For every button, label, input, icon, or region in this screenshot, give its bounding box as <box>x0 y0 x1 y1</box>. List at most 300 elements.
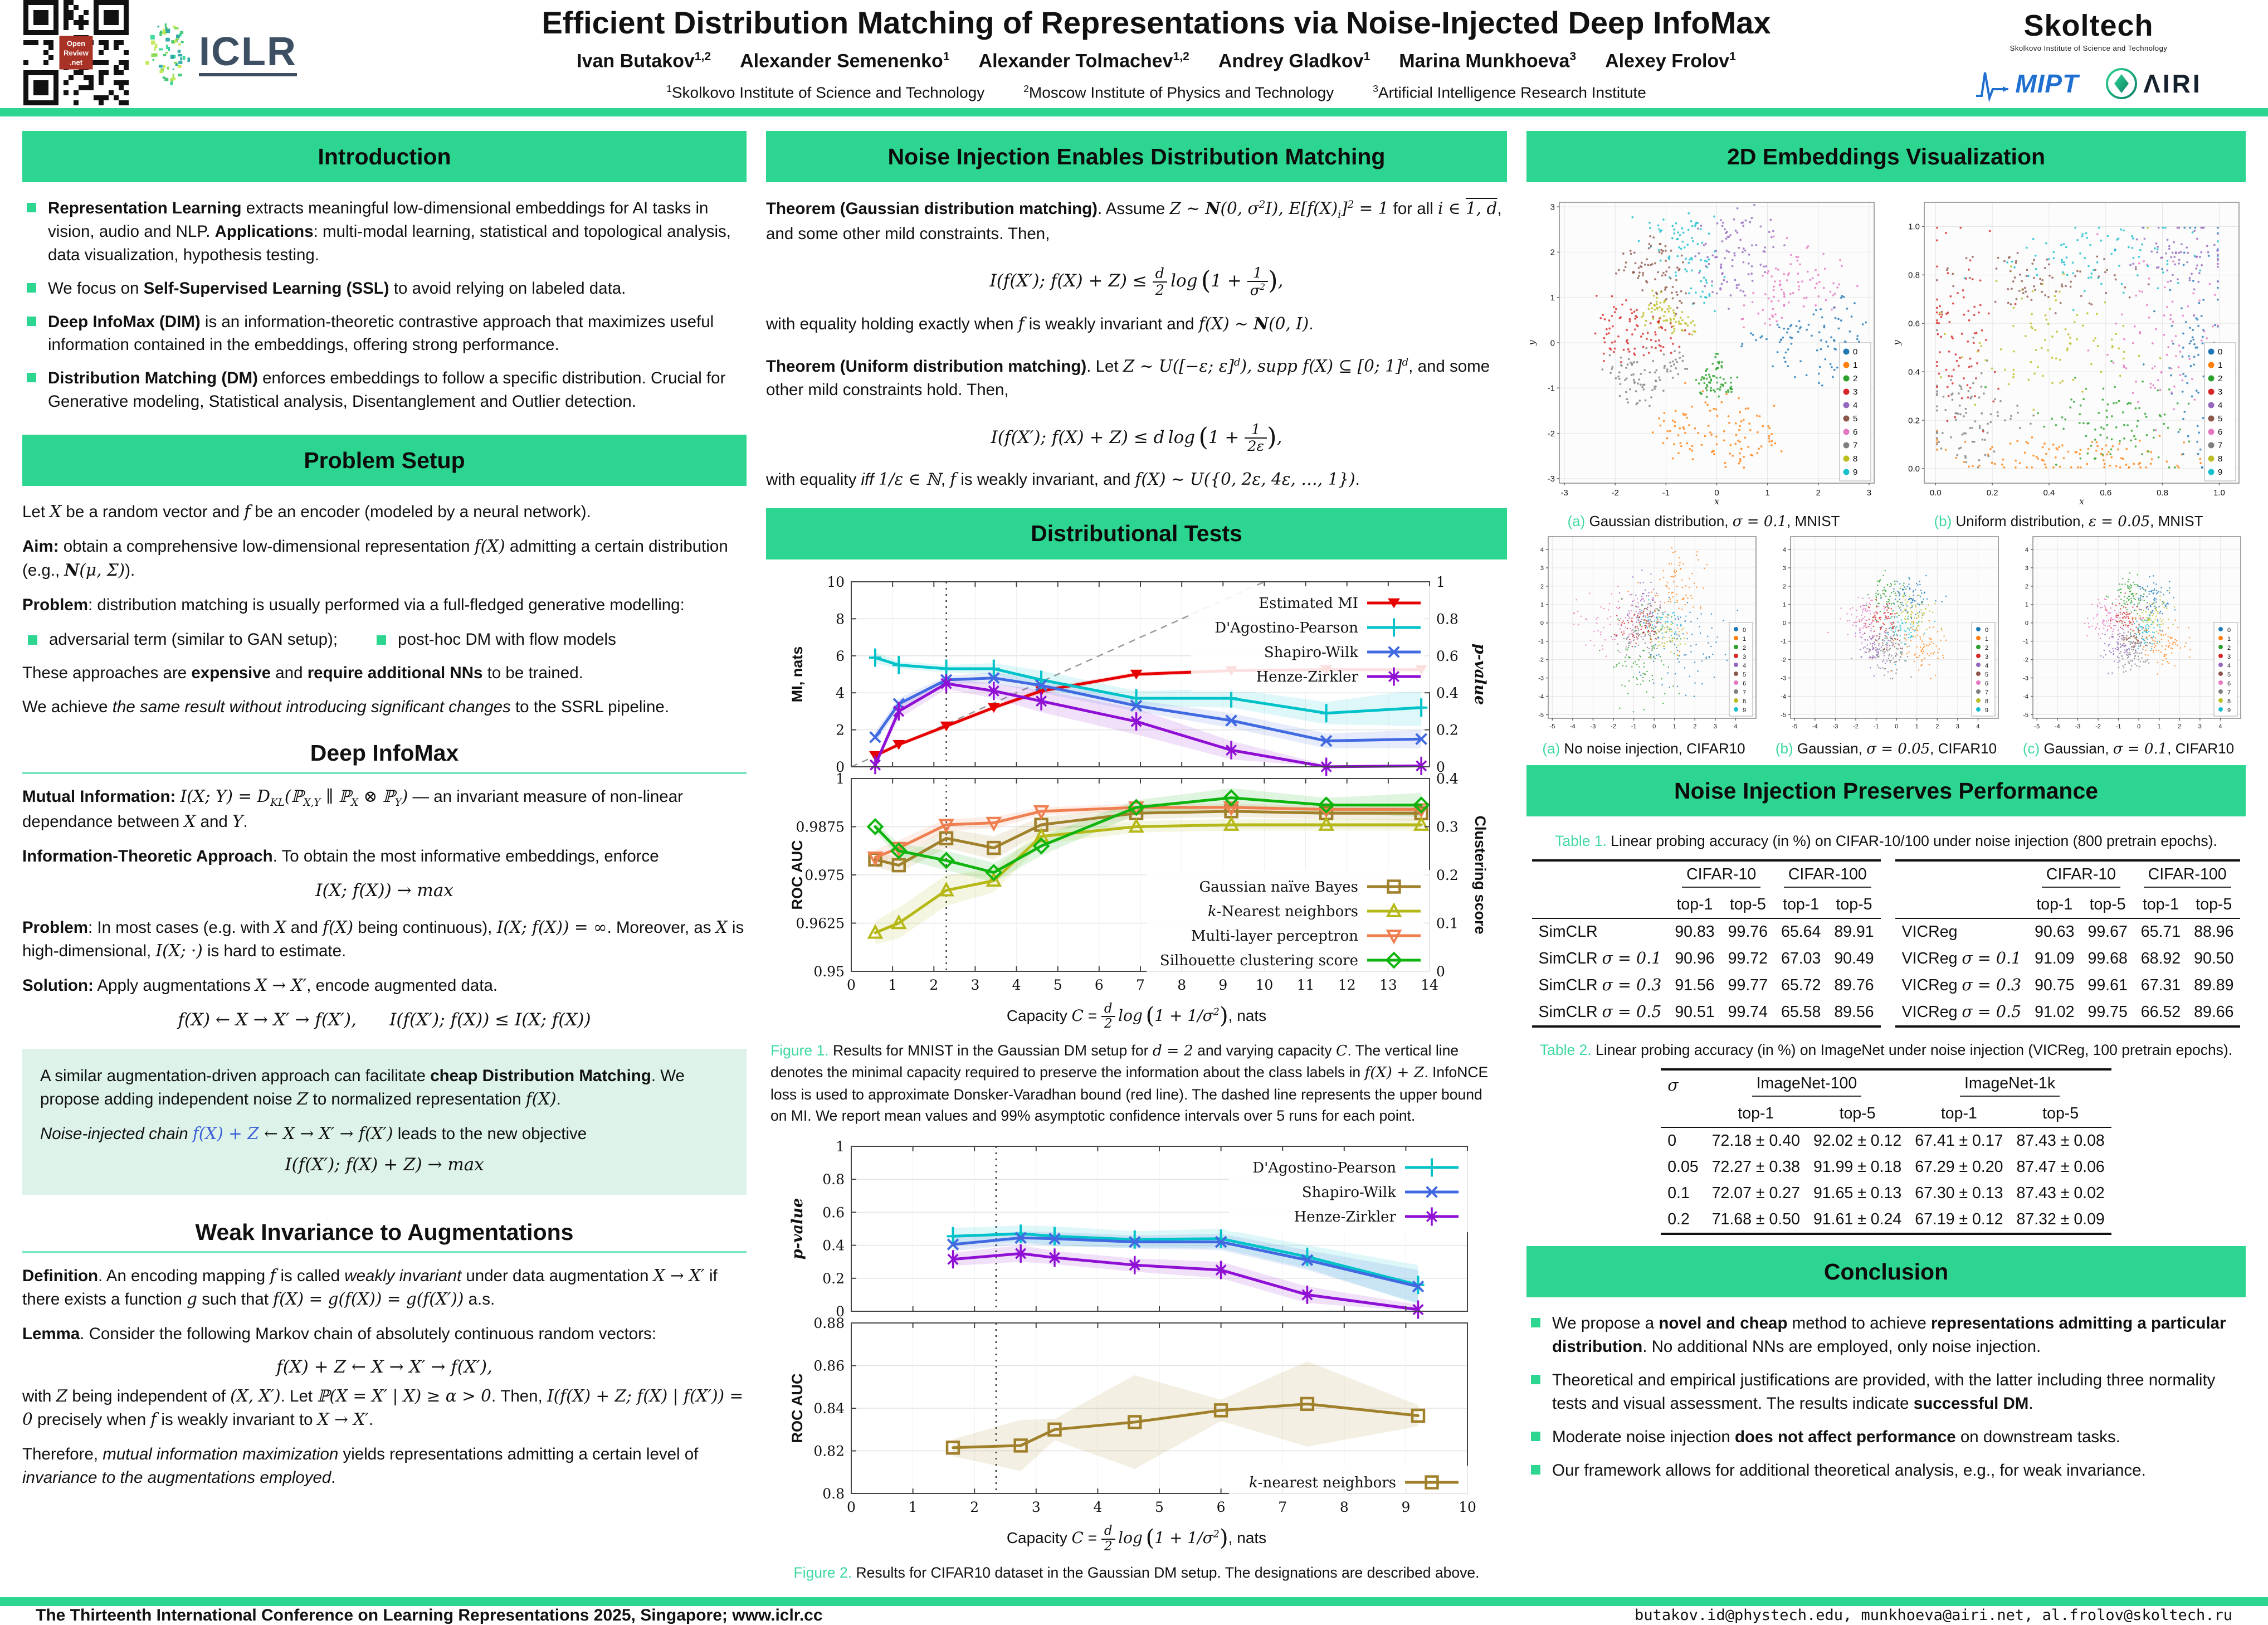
svg-text:4: 4 <box>1985 663 1989 669</box>
svg-text:5: 5 <box>1155 1499 1164 1516</box>
svg-text:3: 3 <box>1743 654 1747 660</box>
svg-text:-5: -5 <box>1781 712 1786 719</box>
svg-text:3: 3 <box>1540 565 1544 572</box>
svg-text:6: 6 <box>2217 427 2222 437</box>
svg-text:3: 3 <box>1782 565 1786 572</box>
figure2-caption: Figure 2. Results for CIFAR10 dataset in the Gaussian DM setup. The designations are described above. <box>793 1564 1480 1582</box>
svg-text:0.86: 0.86 <box>813 1358 845 1374</box>
weak-formula-chain: f(X) + Z ← X → X′ → f(X′), <box>276 1356 492 1377</box>
svg-text:-2: -2 <box>1611 488 1619 498</box>
header <box>0 0 2268 108</box>
svg-text:4: 4 <box>2217 401 2222 410</box>
svg-text:0.975: 0.975 <box>804 867 845 883</box>
figure1-rocauc-clustering-chart <box>786 770 1489 1001</box>
svg-text:0: 0 <box>836 758 845 775</box>
svg-text:5: 5 <box>1985 672 1989 678</box>
svg-text:3: 3 <box>2025 565 2028 572</box>
svg-text:0.8: 0.8 <box>822 1486 845 1502</box>
svg-text:-2: -2 <box>1538 656 1544 664</box>
svg-text:7: 7 <box>1852 441 1857 450</box>
section-header-distributional-tests: Distributional Tests <box>766 508 1507 559</box>
svg-text:8: 8 <box>1852 454 1857 464</box>
svg-text:2: 2 <box>2025 583 2028 590</box>
embedding-plot-cifar-g005 <box>1769 532 2003 757</box>
svg-text:0.6: 0.6 <box>1436 648 1459 664</box>
problem-bullet-adversarial: adversarial term (similar to GAN setup); <box>28 630 338 649</box>
svg-text:8: 8 <box>2217 454 2222 464</box>
header-center <box>397 6 1916 101</box>
table2-caption: Table 2. Linear probing accuracy (in %) on ImageNet under noise injection (VICReg, 100 pretrain epochs). <box>1539 1042 2233 1059</box>
svg-text:Shapiro-Wilk: Shapiro-Wilk <box>1301 1184 1396 1201</box>
table-row: VICReg 90.63 99.67 65.71 88.96 <box>1901 923 2234 941</box>
svg-text:MI, nats: MI, nats <box>789 646 806 703</box>
figure1-x-axis-label: Capacity C = $\frac{d}{2}$ $\log (1 + 1/\sigma^2)$, nats <box>1006 1001 1267 1032</box>
svg-text:0.4: 0.4 <box>1436 770 1459 787</box>
figure1-caption: Figure 1. Results for MNIST in the Gaussian DM setup for d = 2 and varying capacity C. The vertical line denotes the minimal capacity required to preserve the information about the class labels in f(X) + Z. InfoNCE loss is used to approximate Donsker-Varadhan bound (red line). The dashed line represents the upper bound on MI. We report mean values and 99% asymptotic confidence intervals over 5 runs for each point. <box>770 1042 1489 1124</box>
theorem-gaussian: Theorem (Gaussian distribution matching). Assume Z ∼ N(0, $\sigma^2I$), $E[f(X)_i]^2 = 1$ for all i ∈ 1, d, and some other mild constraints. Then, <box>766 198 1502 243</box>
svg-text:p-value: p-value <box>1471 643 1489 706</box>
bullet-square-icon <box>27 203 36 212</box>
svg-text:8: 8 <box>1985 698 1989 705</box>
svg-text:1: 1 <box>1782 601 1786 609</box>
svg-text:0.8: 0.8 <box>1908 270 1920 280</box>
dim-mutual-information: Mutual Information: I(X; $Y) = D_{KL}(ℙ_{X,Y}$ ∥ ℙ$_X$ ⊗ ℙ$_Y$) — an invariant measure of non-linear dependance between X and Y. <box>22 787 683 831</box>
svg-text:4: 4 <box>1743 663 1747 669</box>
svg-text:0.2: 0.2 <box>1436 867 1459 883</box>
svg-text:0.2: 0.2 <box>822 1271 845 1287</box>
svg-text:0.8: 0.8 <box>2156 488 2168 498</box>
partner-logos-row <box>1975 67 2202 100</box>
data-table: CIFAR-10 CIFAR-100 top-1 top-5 top-1 top-5 VICReg 90.63 99.67 65.71 88.96 VICReg σ = 0.1 91.09 99.68 68.92 90.50 VICReg σ = 0.3 90.75 99.61 67.31 89.89 VICReg σ = 0.5 91.02 99.75 66.52 89.66 <box>1895 859 2241 1028</box>
svg-text:-1: -1 <box>1547 383 1555 393</box>
iclr-logo-dots-icon <box>148 17 196 92</box>
svg-text:Multi-layer perceptron: Multi-layer perceptron <box>1191 927 1358 945</box>
svg-text:2: 2 <box>1540 583 1544 590</box>
svg-text:-4: -4 <box>1781 693 1786 700</box>
svg-text:0: 0 <box>1436 758 1445 775</box>
svg-text:4: 4 <box>1012 976 1021 993</box>
mipt-logo <box>1975 67 2079 100</box>
svg-text:0: 0 <box>2025 620 2028 627</box>
svg-text:1: 1 <box>888 976 898 993</box>
svg-text:2: 2 <box>1816 488 1821 498</box>
svg-text:4: 4 <box>1782 546 1786 553</box>
svg-text:2: 2 <box>1782 583 1786 590</box>
mipt-pulse-icon <box>1975 67 2011 100</box>
bullet-square-icon <box>377 635 386 645</box>
left-column <box>22 131 747 1597</box>
author-name: Alexander Semenenko$^1$ <box>740 50 950 72</box>
svg-text:-1: -1 <box>1662 488 1670 498</box>
bullet-square-icon <box>1531 1465 1540 1475</box>
dim-formula-infomax: I(X; f(X)) → max <box>315 880 453 901</box>
footer-conference-text: The Thirteenth International Conference on Learning Representations 2025, Singapore; www.iclr.cc <box>36 1605 823 1624</box>
list-item: Moderate noise injection does not affect performance on downstream tasks. <box>1526 1425 2246 1449</box>
svg-text:-1: -1 <box>1781 638 1786 645</box>
svg-text:D'Agostino-Pearson: D'Agostino-Pearson <box>1215 619 1358 636</box>
poster-title: Efficient Distribution Matching of Representations via Noise-Injected Deep InfoMax <box>542 5 1771 41</box>
svg-text:-5: -5 <box>1549 723 1555 730</box>
svg-text:9: 9 <box>1743 707 1747 714</box>
svg-text:4: 4 <box>1540 546 1544 553</box>
figure2-pvalue-chart <box>786 1140 1487 1320</box>
scatter-gaussian-mnist <box>1527 197 1881 509</box>
mipt-logo-text: MIPT <box>2015 69 2079 98</box>
svg-text:3: 3 <box>1713 723 1717 730</box>
svg-text:9: 9 <box>2227 707 2231 714</box>
svg-text:-3: -3 <box>1560 488 1568 498</box>
subsection-rule <box>22 772 747 774</box>
svg-text:6: 6 <box>1852 427 1857 437</box>
svg-text:9: 9 <box>1852 468 1857 477</box>
author-name: Marina Munkhoeva$^3$ <box>1399 50 1577 72</box>
svg-text:0: 0 <box>847 1499 856 1516</box>
section-header-introduction: Introduction <box>22 131 747 182</box>
svg-text:-5: -5 <box>2023 712 2028 719</box>
problem-bullet-posthoc: post-hoc DM with flow models <box>377 630 616 649</box>
iclr-website-link[interactable]: www.iclr.cc <box>732 1605 823 1624</box>
problem-paragraph-expensive: These approaches are expensive and require additional NNs to be trained. <box>22 663 583 682</box>
svg-text:-5: -5 <box>1792 723 1798 730</box>
mnist-embeddings-row <box>1526 197 2246 530</box>
section-header-problem-setup: Problem Setup <box>22 435 747 486</box>
dim-information-theoretic: Information-Theoretic Approach. To obtain the most informative embeddings, enforce <box>22 846 659 865</box>
svg-text:y: y <box>1891 340 1902 346</box>
svg-text:1: 1 <box>1540 601 1544 609</box>
theorem-gaussian-formula: I(f(X′); f(X) + Z) ≤ $\frac{d}{2}$ log (1 + $\frac{1}{\sigma^2}$ ), <box>989 264 1284 299</box>
svg-text:0: 0 <box>2137 723 2141 730</box>
svg-text:-3: -3 <box>2023 675 2028 682</box>
section-header-2d-embeddings: 2D Embeddings Visualization <box>1526 131 2246 182</box>
svg-text:-1: -1 <box>1873 723 1879 730</box>
caption-cifar-gaussian-01: (c) Gaussian, σ = 0.1, CIFAR10 <box>2022 740 2235 757</box>
scatter-cifar-no-noise <box>1527 532 1760 737</box>
svg-text:1: 1 <box>836 1139 845 1155</box>
svg-text:1.0: 1.0 <box>1908 222 1920 232</box>
skoltech-logo-subtitle: Skolkovo Institute of Science and Technology <box>2010 43 2168 52</box>
middle-column <box>766 131 1507 1597</box>
svg-text:2: 2 <box>1693 723 1697 730</box>
svg-text:6: 6 <box>836 648 845 664</box>
svg-text:4: 4 <box>836 685 845 702</box>
svg-text:2: 2 <box>1935 723 1939 730</box>
data-table: σ ImageNet-100 ImageNet-1k top-1 top-5 top-1 top-5 0 72.18 ± 0.40 92.02 ± 0.12 67.41 ± 0.17 87.43 ± 0.08 0.05 72.27 ± 0.38 91.99 ± 0.18 67.29 ± 0.20 87.47 ± 0.06 0.1 72.07 ± 0.27 91.65 ± 0.13 67.30 ± 0.13 87.43 ± 0.02 0.2 71.68 ± 0.50 91.61 ± 0.24 67.19 ± 0.12 87.32 ± 0.09 <box>1661 1068 2111 1235</box>
svg-text:Estimated MI: Estimated MI <box>1259 595 1358 612</box>
svg-text:10: 10 <box>827 573 845 590</box>
svg-text:Clustering score: Clustering score <box>1472 815 1489 935</box>
svg-text:5: 5 <box>2227 672 2231 678</box>
svg-text:7: 7 <box>2227 689 2231 696</box>
affiliation: $^2$Moscow Institute of Physics and Technology <box>1023 83 1334 101</box>
openreview-qr-code <box>23 0 129 108</box>
svg-text:1: 1 <box>1985 636 1989 643</box>
table-row: SimCLR σ = 0.1 90.96 99.72 67.03 90.49 <box>1538 949 1874 968</box>
svg-text:8: 8 <box>836 611 845 627</box>
footer-emails[interactable]: butakov.id@phystech.edu, munkhoeva@airi.net, al.frolov@skoltech.ru <box>1635 1607 2232 1624</box>
svg-text:0: 0 <box>1550 338 1555 348</box>
subsection-header-deep-infomax: Deep InfoMax <box>310 740 459 766</box>
introduction-bullet-list <box>22 197 747 424</box>
svg-text:6: 6 <box>1216 1499 1226 1516</box>
svg-text:0.4: 0.4 <box>1436 685 1459 702</box>
svg-text:3: 3 <box>1866 488 1871 498</box>
svg-text:5: 5 <box>2217 414 2222 424</box>
svg-text:7: 7 <box>1136 976 1145 993</box>
caption-cifar-gaussian-005: (b) Gaussian, σ = 0.05, CIFAR10 <box>1775 740 1997 757</box>
svg-text:-1: -1 <box>2023 638 2028 645</box>
bullet-square-icon <box>1531 1375 1540 1384</box>
svg-text:-1: -1 <box>2115 723 2121 730</box>
svg-text:3: 3 <box>2227 654 2231 660</box>
highlight-box-cheap-dm <box>22 1049 747 1195</box>
svg-text:1: 1 <box>1550 293 1555 303</box>
svg-text:4: 4 <box>2227 663 2231 669</box>
svg-text:k-Nearest neighbors: k-Nearest neighbors <box>1208 903 1358 920</box>
table-row: VICReg σ = 0.3 90.75 99.61 67.31 89.89 <box>1901 976 2234 995</box>
svg-text:8: 8 <box>1743 698 1747 705</box>
svg-text:.net: .net <box>69 58 83 67</box>
bullet-square-icon <box>27 373 36 382</box>
table1-vicreg <box>1895 859 2241 1028</box>
svg-text:11: 11 <box>1296 976 1315 993</box>
svg-text:1.0: 1.0 <box>2213 488 2225 498</box>
iclr-logo-text: ICLR <box>199 32 297 76</box>
table2-container <box>1526 1068 2246 1235</box>
svg-text:4: 4 <box>2025 546 2028 553</box>
dim-problem: Problem: In most cases (e.g. with X and f(X) being continuous), I(X; f(X)) = ∞. Moreover, as X is high-dimensional, I(X; ·) is hard to estimate. <box>22 918 744 961</box>
theorem-uniform-equality: with equality iff 1/ε ∈ ℕ, f is weakly invariant, and f(X) ∼ U({0, 2ε, 4ε, …, 1}). <box>766 469 1360 489</box>
figure2-rocauc-chart <box>786 1315 1487 1523</box>
weak-lemma-continued: with Z being independent of (X, X′). Let ℙ(X = X′ | X) ≥ α > 0. Then, I(f(X) + Z; f(X) | f(X′)) = 0 precisely when f is weakly invariant to X → X′. <box>22 1386 744 1429</box>
svg-text:3: 3 <box>2217 387 2222 397</box>
svg-text:5: 5 <box>1053 976 1062 993</box>
svg-text:10: 10 <box>1459 1499 1476 1516</box>
problem-paragraph-problem: Problem: distribution matching is usually performed via a full-fledged generative modelling: <box>22 595 685 614</box>
embedding-plot-gaussian-mnist <box>1527 197 1881 530</box>
embedding-plot-cifar-g01 <box>2012 532 2245 757</box>
theorem-uniform-formula: I(f(X′); f(X) + Z) ≤ d log (1 + $\frac{1}{2\varepsilon}$ ), <box>991 421 1282 455</box>
svg-text:0: 0 <box>1652 723 1656 730</box>
list-item: We focus on Self-Supervised Learning (SSL) to avoid relying on labeled data. <box>22 277 747 300</box>
svg-text:0.88: 0.88 <box>813 1315 845 1332</box>
airi-logo-text: ΛIRI <box>2143 69 2202 98</box>
author-name: Alexey Frolov$^1$ <box>1605 50 1736 72</box>
figure1-mi-pvalue-chart <box>786 574 1487 775</box>
svg-text:-4: -4 <box>1569 723 1576 730</box>
affiliations-row <box>397 83 1916 101</box>
svg-text:2: 2 <box>2217 374 2222 383</box>
svg-text:Review: Review <box>64 48 89 57</box>
problem-paragraph-1: Let X be a random vector and f be an encoder (modeled by a neural network). <box>22 502 591 521</box>
svg-text:0.9875: 0.9875 <box>796 819 845 835</box>
table-row: VICReg σ = 0.1 91.09 99.68 68.92 90.50 <box>1901 949 2234 968</box>
table2-imagenet <box>1661 1068 2111 1235</box>
table-row: VICReg σ = 0.5 91.02 99.75 66.52 89.66 <box>1901 1003 2234 1021</box>
svg-text:x: x <box>1714 496 1719 507</box>
svg-text:-2: -2 <box>1781 656 1786 664</box>
svg-text:-5: -5 <box>1538 712 1544 719</box>
author-name: Alexander Tolmachev$^{1,2}$ <box>978 50 1189 72</box>
skoltech-logo <box>2010 8 2168 52</box>
svg-text:2: 2 <box>970 1499 979 1516</box>
svg-text:Henze-Zirkler: Henze-Zirkler <box>1256 668 1358 685</box>
bullet-square-icon <box>1531 1318 1540 1327</box>
problem-paragraph-aim: Aim: obtain a comprehensive low-dimensional representation f(X) admitting a certain distribution (e.g., N(μ, Σ)). <box>22 536 728 580</box>
svg-text:0.6: 0.6 <box>822 1204 845 1221</box>
svg-text:0.8: 0.8 <box>822 1171 845 1188</box>
highlight-paragraph-1: A similar augmentation-driven approach can facilitate cheap Distribution Matching. We propose adding independent noise Z to normalized representation f(X). <box>40 1067 685 1108</box>
header-left-logos <box>23 0 380 108</box>
svg-text:-3: -3 <box>1832 723 1838 730</box>
svg-text:6: 6 <box>1743 680 1747 687</box>
table-row: SimCLR σ = 0.3 91.56 99.77 65.72 89.76 <box>1538 976 1874 995</box>
svg-text:Open: Open <box>66 39 86 48</box>
svg-text:5: 5 <box>1743 672 1747 678</box>
svg-text:0: 0 <box>1782 620 1786 627</box>
svg-text:2: 2 <box>1743 645 1747 651</box>
svg-text:Gaussian naïve Bayes: Gaussian naïve Bayes <box>1199 878 1358 896</box>
svg-text:0: 0 <box>836 1303 845 1320</box>
airi-diamond-icon <box>2105 67 2138 100</box>
svg-text:-4: -4 <box>1812 723 1818 730</box>
figure2-x-axis-label: Capacity C = $\frac{d}{2}$ $\log (1 + 1/\sigma^2)$, nats <box>1006 1524 1267 1554</box>
header-divider <box>0 108 2268 116</box>
skoltech-logo-text: Skoltech <box>2023 8 2154 42</box>
svg-text:p-value: p-value <box>789 1198 806 1260</box>
svg-text:2: 2 <box>1550 247 1555 257</box>
svg-text:-3: -3 <box>1538 675 1544 682</box>
svg-text:-5: -5 <box>2034 723 2040 730</box>
table1-container <box>1526 859 2246 1028</box>
section-header-noise-injection-dm: Noise Injection Enables Distribution Matching <box>766 131 1507 182</box>
svg-text:3: 3 <box>1955 723 1959 730</box>
problem-paragraph-achieve: We achieve the same result without introducing significant changes to the SSRL pipeline. <box>22 698 670 717</box>
list-item: Our framework allows for additional theoretical analysis, e.g., for weak invariance. <box>1526 1459 2246 1482</box>
table-row: 0 72.18 ± 0.40 92.02 ± 0.12 67.41 ± 0.17 87.43 ± 0.08 <box>1667 1132 2105 1150</box>
svg-text:1: 1 <box>2217 361 2222 370</box>
header-right-logos <box>1933 8 2245 100</box>
svg-text:1: 1 <box>908 1499 918 1516</box>
svg-text:-4: -4 <box>2054 723 2060 730</box>
problem-approach-bullets <box>28 630 747 649</box>
svg-text:1: 1 <box>2157 723 2161 730</box>
svg-text:12: 12 <box>1338 976 1356 993</box>
section-header-conclusion: Conclusion <box>1526 1246 2246 1297</box>
svg-text:0.1: 0.1 <box>1436 915 1459 932</box>
svg-text:0.4: 0.4 <box>1908 367 1920 377</box>
svg-text:3: 3 <box>1985 654 1989 660</box>
svg-text:8: 8 <box>1177 976 1187 993</box>
svg-text:0: 0 <box>1743 627 1747 634</box>
svg-text:y: y <box>1526 340 1537 346</box>
svg-text:6: 6 <box>1985 680 1989 687</box>
svg-text:3: 3 <box>2198 723 2202 730</box>
svg-text:9: 9 <box>1218 976 1228 993</box>
svg-text:7: 7 <box>1278 1499 1287 1516</box>
svg-text:0: 0 <box>1852 347 1857 357</box>
bullet-square-icon <box>27 283 36 293</box>
svg-text:1: 1 <box>1915 723 1919 730</box>
embedding-plot-uniform-mnist <box>1892 197 2246 530</box>
svg-text:-1: -1 <box>1538 638 1544 645</box>
svg-text:1: 1 <box>2227 636 2231 643</box>
svg-text:D'Agostino-Pearson: D'Agostino-Pearson <box>1252 1160 1396 1177</box>
bullet-square-icon <box>28 635 37 645</box>
svg-text:8: 8 <box>1339 1499 1349 1516</box>
bullet-square-icon <box>27 317 36 326</box>
svg-text:3: 3 <box>1852 387 1857 397</box>
svg-text:0.95: 0.95 <box>813 963 845 980</box>
svg-text:8: 8 <box>2227 698 2231 705</box>
svg-text:9: 9 <box>1985 707 1989 714</box>
svg-text:0: 0 <box>1436 963 1445 980</box>
svg-text:7: 7 <box>1985 689 1989 696</box>
svg-text:0.8: 0.8 <box>1436 611 1459 627</box>
svg-text:0.3: 0.3 <box>1436 819 1459 835</box>
svg-text:-2: -2 <box>1547 429 1555 439</box>
svg-text:6: 6 <box>2227 680 2231 687</box>
caption-uniform-mnist: (b) Uniform distribution, ε = 0.05, MNIST <box>1934 513 2203 530</box>
svg-text:0.4: 0.4 <box>2043 488 2055 498</box>
svg-text:Silhouette clustering score: Silhouette clustering score <box>1159 952 1358 969</box>
svg-text:1: 1 <box>1852 361 1857 370</box>
weak-conclusion: Therefore, mutual information maximization yields representations admitting a certain level of invariance to the augmentations employed. <box>22 1444 699 1487</box>
svg-text:-2: -2 <box>2095 723 2101 730</box>
weak-lemma: Lemma. Consider the following Markov chain of absolutely continuous random vectors: <box>22 1324 656 1343</box>
svg-text:ROC AUC: ROC AUC <box>789 840 806 910</box>
svg-text:ROC AUC: ROC AUC <box>789 1373 806 1443</box>
svg-text:0: 0 <box>1540 620 1544 627</box>
svg-text:2: 2 <box>1852 374 1857 383</box>
svg-text:14: 14 <box>1421 976 1438 993</box>
cifar-embeddings-row <box>1526 532 2246 757</box>
list-item: We propose a novel and cheap method to achieve representations admitting a particular distribution. No additional NNs are employed, only noise injection. <box>1526 1312 2246 1359</box>
affiliation: $^3$Artificial Intelligence Research Institute <box>1373 83 1646 101</box>
table-row: 0.05 72.27 ± 0.38 91.99 ± 0.18 67.29 ± 0.20 87.47 ± 0.06 <box>1667 1158 2105 1176</box>
table-row: SimCLR σ = 0.5 90.51 99.74 65.58 89.56 <box>1538 1003 1874 1021</box>
svg-text:1: 1 <box>1672 723 1676 730</box>
svg-text:k-nearest neighbors: k-nearest neighbors <box>1249 1475 1396 1492</box>
svg-text:5: 5 <box>1852 414 1857 424</box>
author-name: Andrey Gladkov$^1$ <box>1218 50 1370 72</box>
svg-text:0.84: 0.84 <box>813 1400 845 1417</box>
svg-text:4: 4 <box>1093 1499 1103 1516</box>
subsection-header-weak-invariance: Weak Invariance to Augmentations <box>195 1219 574 1245</box>
svg-text:-2: -2 <box>1853 723 1859 730</box>
scatter-uniform-mnist <box>1892 197 2246 509</box>
svg-text:-4: -4 <box>2023 693 2028 700</box>
svg-text:0.4: 0.4 <box>822 1237 845 1254</box>
svg-text:1: 1 <box>836 770 845 787</box>
svg-text:0.2: 0.2 <box>1908 416 1920 426</box>
svg-text:3: 3 <box>1550 202 1555 212</box>
svg-text:0: 0 <box>847 976 856 993</box>
svg-text:-1: -1 <box>1631 723 1637 730</box>
svg-text:0.9625: 0.9625 <box>796 915 845 932</box>
bullet-square-icon <box>1531 1432 1540 1441</box>
data-table: CIFAR-10 CIFAR-100 top-1 top-5 top-1 top-5 SimCLR 90.83 99.76 65.64 89.91 SimCLR σ = 0.1 90.96 99.72 67.03 90.49 SimCLR σ = 0.3 91.56 99.77 65.72 89.76 SimCLR σ = 0.5 90.51 99.74 65.58 89.56 <box>1532 859 1881 1028</box>
svg-text:0: 0 <box>1714 488 1719 498</box>
list-item: Theoretical and empirical justifications are provided, with the latter including three normality tests and visual assessment. The results indicate successful DM. <box>1526 1369 2246 1415</box>
svg-text:Henze-Zirkler: Henze-Zirkler <box>1294 1209 1396 1226</box>
svg-text:0: 0 <box>1985 627 1989 634</box>
svg-text:0.2: 0.2 <box>1986 488 1998 498</box>
footer <box>0 1606 2268 1625</box>
list-item: Distribution Matching (DM) enforces embeddings to follow a specific distribution. Crucial for Generative modeling, Statistical analysis, Disentanglement and Outlier detection. <box>22 367 747 413</box>
svg-text:0.0: 0.0 <box>1929 488 1942 498</box>
svg-text:1: 1 <box>2025 601 2028 609</box>
iclr-logo <box>148 17 297 92</box>
